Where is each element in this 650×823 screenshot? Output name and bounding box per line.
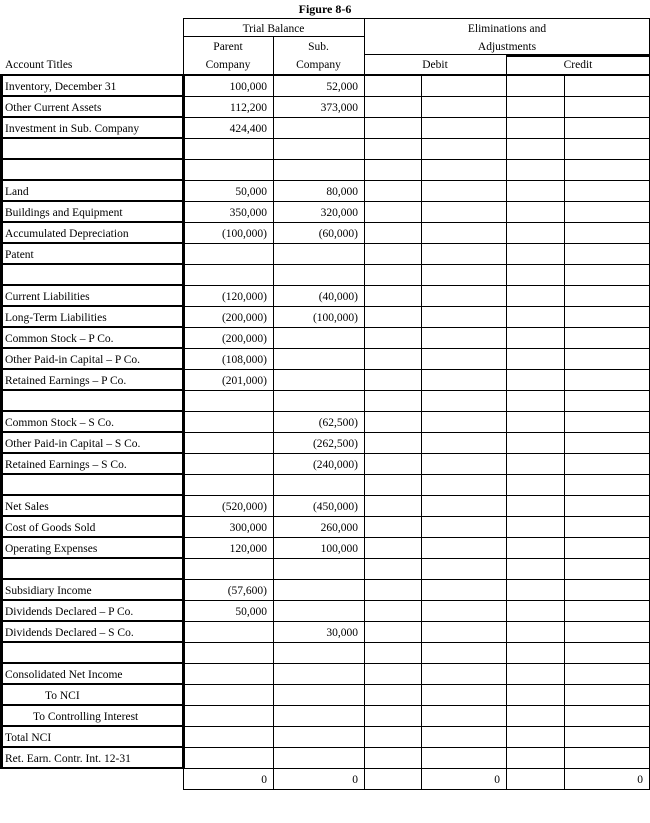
account-row-rule	[0, 473, 185, 475]
sub-amount: (262,500)	[312, 438, 358, 450]
header-credit: Credit	[563, 59, 593, 71]
account-row-rule	[0, 725, 185, 727]
account-title: To Controlling Interest	[33, 711, 139, 723]
account-title: Patent	[5, 249, 34, 261]
account-title: Accumulated Depreciation	[5, 228, 129, 240]
account-title: Operating Expenses	[5, 543, 98, 555]
account-row-rule	[0, 200, 185, 202]
grid-row-rule	[183, 663, 650, 664]
account-row-rule	[0, 284, 185, 286]
account-row-rule	[0, 221, 185, 223]
grid-row-rule	[183, 600, 650, 601]
account-title: Long-Term Liabilities	[5, 312, 107, 324]
account-title: Common Stock – P Co.	[5, 333, 114, 345]
account-title: Retained Earnings – P Co.	[5, 375, 127, 387]
header-account-titles: Account Titles	[5, 59, 73, 71]
grid-row-rule	[183, 705, 650, 706]
account-row-rule	[0, 746, 185, 748]
grid-row-rule	[183, 432, 650, 433]
account-title: To NCI	[45, 690, 80, 702]
grid-row-rule	[183, 453, 650, 454]
parent-amount: 350,000	[229, 207, 267, 219]
sub-amount: (100,000)	[312, 312, 358, 324]
parent-amount: (100,000)	[221, 228, 267, 240]
grid-row-rule	[183, 138, 650, 139]
sub-amount: 260,000	[320, 522, 358, 534]
header-parent-line2: Company	[205, 59, 251, 71]
account-title: Retained Earnings – S Co.	[5, 459, 127, 471]
account-title: Dividends Declared – S Co.	[5, 627, 134, 639]
account-row-rule	[0, 452, 185, 454]
account-row-rule	[0, 305, 185, 307]
account-title: Other Paid-in Capital – S Co.	[5, 438, 141, 450]
credit-total: 0	[637, 774, 643, 786]
account-title: Ret. Earn. Contr. Int. 12-31	[5, 753, 131, 765]
sub-amount: (40,000)	[318, 291, 358, 303]
account-row-rule	[0, 95, 185, 97]
account-row-rule	[0, 578, 185, 580]
debit-total: 0	[494, 774, 500, 786]
parent-amount: (108,000)	[221, 354, 267, 366]
account-row-rule	[0, 557, 185, 559]
account-title: Investment in Sub. Company	[5, 123, 140, 135]
parent-amount: (200,000)	[221, 312, 267, 324]
account-title: Inventory, December 31	[5, 81, 117, 93]
header-divider-left	[183, 18, 184, 75]
account-row-rule	[0, 494, 185, 496]
grid-row-rule	[183, 642, 650, 643]
grid-row-rule	[183, 411, 650, 412]
account-title: Land	[5, 186, 29, 198]
parent-amount: (201,000)	[221, 375, 267, 387]
grid-row-rule	[183, 621, 650, 622]
grid-row-rule	[183, 285, 650, 286]
grid-row-rule	[183, 159, 650, 160]
grid-row-rule	[183, 264, 650, 265]
account-row-rule	[0, 683, 185, 685]
account-row-rule	[0, 641, 185, 643]
account-row-rule	[0, 536, 185, 538]
worksheet	[0, 18, 650, 823]
grid-row-rule	[183, 369, 650, 370]
sub-amount: 52,000	[326, 81, 358, 93]
credit-header-rule	[506, 54, 650, 57]
header-sub-line1: Sub.	[308, 41, 329, 53]
parent-amount: (520,000)	[221, 501, 267, 513]
account-row-rule	[0, 263, 185, 265]
grid-row-rule	[183, 495, 650, 496]
grid-row-rule	[183, 96, 650, 97]
parent-amount: 50,000	[235, 606, 267, 618]
header-debit: Debit	[422, 59, 448, 71]
account-row-rule	[0, 179, 185, 181]
account-title: Buildings and Equipment	[5, 207, 123, 219]
grid-row-rule	[183, 747, 650, 748]
parent-amount: 424,400	[229, 123, 267, 135]
account-row-rule	[0, 431, 185, 433]
grid-row-rule	[183, 180, 650, 181]
grid-row-rule	[183, 306, 650, 307]
header-eliminations-line1: Eliminations and	[467, 23, 547, 35]
account-row-rule	[0, 116, 185, 118]
account-title: Other Paid-in Capital – P Co.	[5, 354, 141, 366]
account-row-rule	[0, 767, 185, 769]
account-row-rule	[0, 389, 185, 391]
grid-row-rule	[183, 243, 650, 244]
parent-total: 0	[261, 774, 267, 786]
account-row-rule	[0, 137, 185, 139]
sub-amount: 320,000	[320, 207, 358, 219]
sub-amount: 373,000	[320, 102, 358, 114]
account-row-rule	[0, 242, 185, 244]
grid-row-rule	[183, 117, 650, 118]
header-eliminations-line2: Adjustments	[477, 41, 537, 53]
parent-amount: 112,200	[230, 102, 267, 114]
account-row-rule	[0, 158, 185, 160]
grid-row-rule	[183, 201, 650, 202]
parent-sub-divider	[273, 36, 274, 75]
grid-row-rule	[183, 222, 650, 223]
account-title: Dividends Declared – P Co.	[5, 606, 134, 618]
sub-amount: (240,000)	[312, 459, 358, 471]
totals-bottom-rule	[183, 789, 650, 790]
account-title: Other Current Assets	[5, 102, 102, 114]
header-sub-line2: Company	[296, 59, 341, 71]
parent-amount: 300,000	[229, 522, 267, 534]
header-top-rule	[183, 18, 650, 19]
account-row-rule	[0, 515, 185, 517]
header-trial-balance: Trial Balance	[242, 23, 305, 35]
account-row-rule	[0, 347, 185, 349]
account-row-rule	[0, 662, 185, 664]
grid-row-rule	[183, 348, 650, 349]
account-row-rule	[0, 704, 185, 706]
account-title: Cost of Goods Sold	[5, 522, 96, 534]
parent-amount: (57,600)	[227, 585, 267, 597]
header-parent-line1: Parent	[213, 41, 243, 53]
header-bottom-rule	[0, 74, 650, 76]
account-title: Current Liabilities	[5, 291, 90, 303]
parent-amount: 120,000	[229, 543, 267, 555]
grid-row-rule	[183, 390, 650, 391]
figure-title: Figure 8-6	[298, 2, 352, 16]
account-title: Subsidiary Income	[5, 585, 92, 597]
account-row-rule	[0, 368, 185, 370]
parent-amount: 50,000	[235, 186, 267, 198]
account-title: Net Sales	[5, 501, 49, 513]
sub-amount: 80,000	[326, 186, 358, 198]
sub-amount: (450,000)	[312, 501, 358, 513]
account-row-rule	[0, 599, 185, 601]
parent-amount: 100,000	[229, 81, 267, 93]
account-title: Consolidated Net Income	[5, 669, 123, 681]
account-row-rule	[0, 326, 185, 328]
grid-row-rule	[183, 768, 650, 769]
parent-amount: (120,000)	[221, 291, 267, 303]
parent-amount: (200,000)	[221, 333, 267, 345]
account-title: Common Stock – S Co.	[5, 417, 114, 429]
sub-amount: (60,000)	[318, 228, 358, 240]
account-row-rule	[0, 620, 185, 622]
grid-row-rule	[183, 558, 650, 559]
grid-row-rule	[183, 537, 650, 538]
sub-amount: 100,000	[320, 543, 358, 555]
account-row-rule	[0, 410, 185, 412]
grid-row-rule	[183, 516, 650, 517]
sub-amount: 30,000	[326, 627, 358, 639]
grid-row-rule	[183, 327, 650, 328]
sub-total: 0	[352, 774, 358, 786]
grid-row-rule	[183, 726, 650, 727]
sub-amount: (62,500)	[318, 417, 358, 429]
debit-credit-divider	[506, 54, 507, 75]
account-title: Total NCI	[5, 732, 52, 744]
grid-row-rule	[183, 474, 650, 475]
grid-row-rule	[183, 579, 650, 580]
header-divider-mid	[364, 18, 365, 75]
grid-row-rule	[183, 684, 650, 685]
